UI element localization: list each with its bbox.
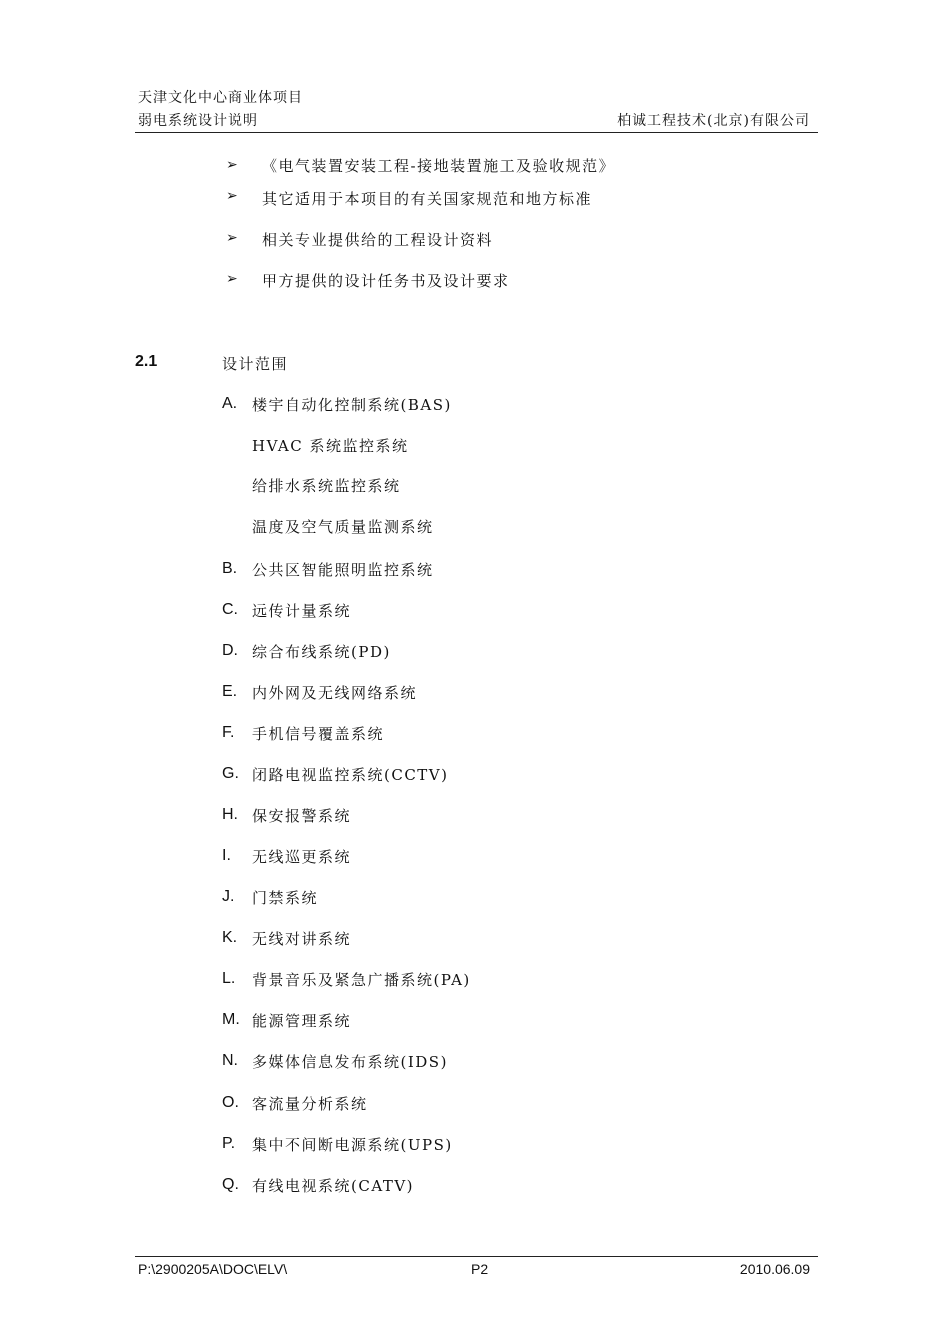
- item-text: 远传计量系统: [252, 602, 352, 620]
- item-text: 能源管理系统: [252, 1012, 352, 1030]
- bullet-text: 《电气装置安装工程-接地装置施工及验收规范》: [262, 157, 616, 175]
- item-text: 有线电视系统(CATV): [252, 1177, 415, 1195]
- item-letter: O.: [222, 1094, 239, 1111]
- arrow-bullet-icon: ➢: [226, 157, 238, 173]
- item-letter: C.: [222, 601, 238, 618]
- item-text: 无线对讲系统: [252, 930, 352, 948]
- item-text: 无线巡更系统: [252, 848, 352, 866]
- item-letter: H.: [222, 806, 238, 823]
- item-letter: L.: [222, 970, 236, 987]
- item-letter: K.: [222, 929, 238, 946]
- item-letter: G.: [222, 765, 239, 782]
- header-rule: [135, 132, 818, 133]
- arrow-bullet-icon: ➢: [226, 271, 238, 287]
- item-text: 综合布线系统(PD): [252, 643, 391, 661]
- section-number: 2.1: [135, 353, 158, 370]
- bullet-text: 其它适用于本项目的有关国家规范和地方标准: [262, 190, 593, 208]
- item-text: 门禁系统: [252, 889, 319, 907]
- item-text: 手机信号覆盖系统: [252, 725, 385, 743]
- section-title: 设计范围: [222, 355, 289, 373]
- sub-item-text: HVAC 系统监控系统: [252, 437, 409, 455]
- item-text: 集中不间断电源系统(UPS): [252, 1136, 453, 1154]
- item-letter: B.: [222, 560, 238, 577]
- footer-path: P:\2900205A\DOC\ELV\: [138, 1261, 288, 1277]
- footer-page-number: P2: [471, 1261, 489, 1277]
- item-text: 多媒体信息发布系统(IDS): [252, 1053, 448, 1071]
- item-text: 公共区智能照明监控系统: [252, 561, 434, 579]
- item-letter: M.: [222, 1011, 240, 1028]
- item-text: 内外网及无线网络系统: [252, 684, 418, 702]
- header-project: 天津文化中心商业体项目: [138, 90, 303, 106]
- item-letter: N.: [222, 1052, 238, 1069]
- sub-item-text: 给排水系统监控系统: [252, 477, 401, 495]
- header-company: 柏诚工程技术(北京)有限公司: [617, 113, 810, 129]
- item-text: 楼宇自动化控制系统(BAS): [252, 396, 452, 414]
- arrow-bullet-icon: ➢: [226, 188, 238, 204]
- item-letter: A.: [222, 395, 238, 412]
- bullet-text: 甲方提供的设计任务书及设计要求: [262, 272, 510, 290]
- arrow-bullet-icon: ➢: [226, 230, 238, 246]
- item-letter: Q.: [222, 1176, 239, 1193]
- item-text: 客流量分析系统: [252, 1095, 368, 1113]
- item-letter: J.: [222, 888, 235, 905]
- footer-rule: [135, 1256, 818, 1257]
- item-letter: I.: [222, 847, 231, 864]
- bullet-text: 相关专业提供给的工程设计资料: [262, 231, 494, 249]
- item-text: 背景音乐及紧急广播系统(PA): [252, 971, 471, 989]
- sub-item-text: 温度及空气质量监测系统: [252, 518, 434, 536]
- item-text: 闭路电视监控系统(CCTV): [252, 766, 449, 784]
- footer-date: 2010.06.09: [739, 1261, 810, 1277]
- header-doc-title: 弱电系统设计说明: [138, 113, 258, 129]
- item-letter: P.: [222, 1135, 236, 1152]
- item-letter: F.: [222, 724, 235, 741]
- item-text: 保安报警系统: [252, 807, 352, 825]
- item-letter: E.: [222, 683, 238, 700]
- item-letter: D.: [222, 642, 238, 659]
